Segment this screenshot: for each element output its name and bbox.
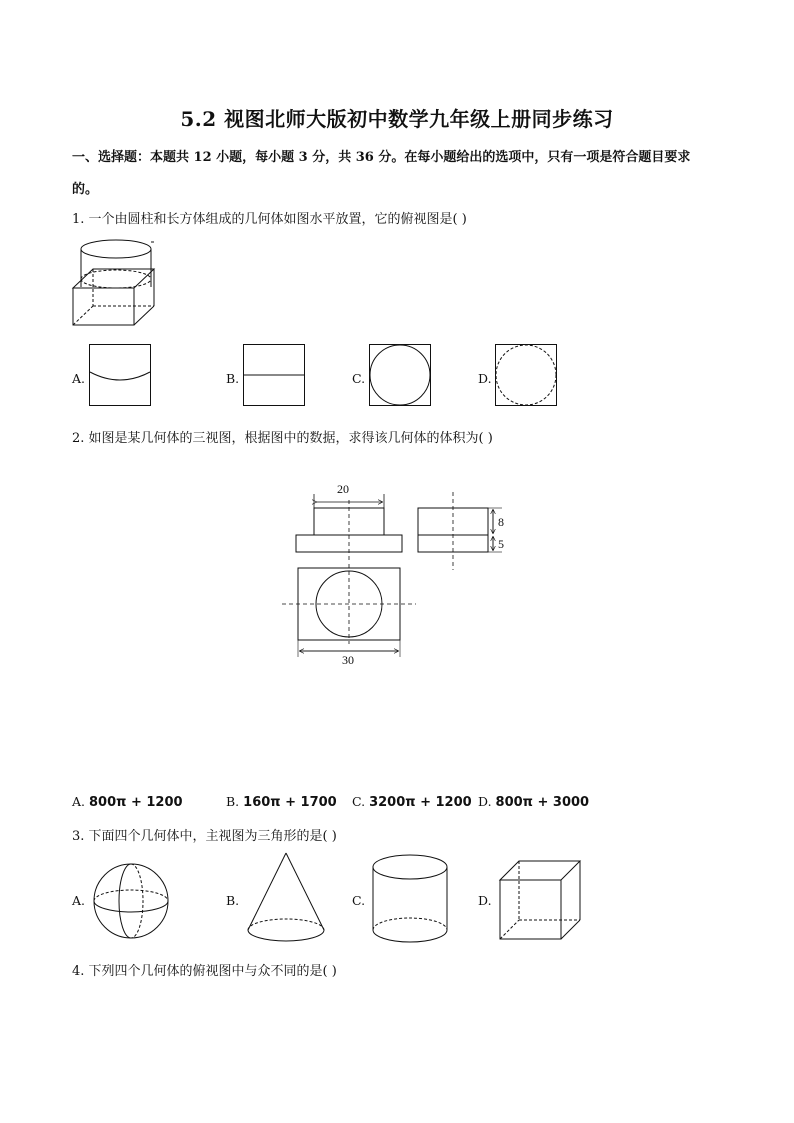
q2-option-b — [226, 794, 337, 810]
q1-option-c-figure — [369, 344, 431, 406]
q1-option-a-label: A. — [72, 371, 86, 386]
q1-option-c-label: C. — [352, 371, 366, 386]
q2-bottom-width-label: 30 — [342, 653, 354, 667]
q3-option-c-label: C. — [352, 893, 366, 908]
question-2-text: 2. 如图是某几何体的三视图，根据图中的数据，求得该几何体的体积为( ) — [72, 431, 493, 446]
q2-lower-height-label: 5 — [498, 537, 504, 551]
q1-option-a-figure — [89, 344, 151, 406]
q2-option-a — [72, 794, 183, 810]
q2-option-c — [352, 794, 472, 810]
q1-option-b-figure — [243, 344, 305, 406]
q1-option-b-label: B. — [226, 371, 240, 386]
q2-option-d-label: D. — [478, 794, 492, 809]
q1-option-d-figure — [495, 344, 557, 406]
q3-option-b-cone-figure — [246, 852, 326, 944]
q2-option-b-label: B. — [226, 794, 240, 809]
q2-front-view — [296, 482, 402, 560]
q2-option-a-value: 800π + 1200 — [89, 795, 183, 810]
question-3-text: 3. 下面四个几何体中，主视图为三角形的是( ) — [72, 829, 337, 844]
q3-option-c-cylinder-figure — [372, 854, 450, 946]
q2-option-c-value: 3200π + 1200 — [369, 795, 472, 810]
q3-option-d-cube-figure — [498, 860, 582, 942]
q2-option-a-label: A. — [72, 794, 86, 809]
q2-three-view-figure — [280, 480, 520, 665]
q3-option-b-label: B. — [226, 893, 240, 908]
q2-side-view — [418, 492, 504, 570]
q2-top-view — [282, 564, 416, 667]
q2-upper-height-label: 8 — [498, 515, 504, 529]
q3-option-a-sphere-figure — [92, 862, 174, 942]
section-header-line2: 的。 — [72, 182, 99, 197]
question-1-text: 1. 一个由圆柱和长方体组成的几何体如图水平放置，它的俯视图是( ) — [72, 212, 467, 227]
page-title: 5.2 视图北师大版初中数学九年级上册同步练习 — [180, 107, 614, 131]
q2-top-width-label: 20 — [337, 482, 349, 496]
q2-option-b-value: 160π + 1700 — [243, 795, 337, 810]
q3-option-d-label: D. — [478, 893, 492, 908]
question-4-text: 4. 下列四个几何体的俯视图中与众不同的是( ) — [72, 964, 337, 979]
q2-option-d-value: 800π + 3000 — [495, 795, 590, 810]
q2-option-c-label: C. — [352, 794, 366, 809]
q2-option-d — [478, 794, 589, 810]
q1-option-d-label: D. — [478, 371, 492, 386]
section-header-line1: 一、选择题：本题共 12 小题，每小题 3 分，共 36 分。在每小题给出的选项中，只有一项是符合题目要求 — [72, 150, 691, 165]
q3-option-a-label: A. — [72, 893, 86, 908]
q1-figure-cylinder-box — [70, 234, 160, 328]
